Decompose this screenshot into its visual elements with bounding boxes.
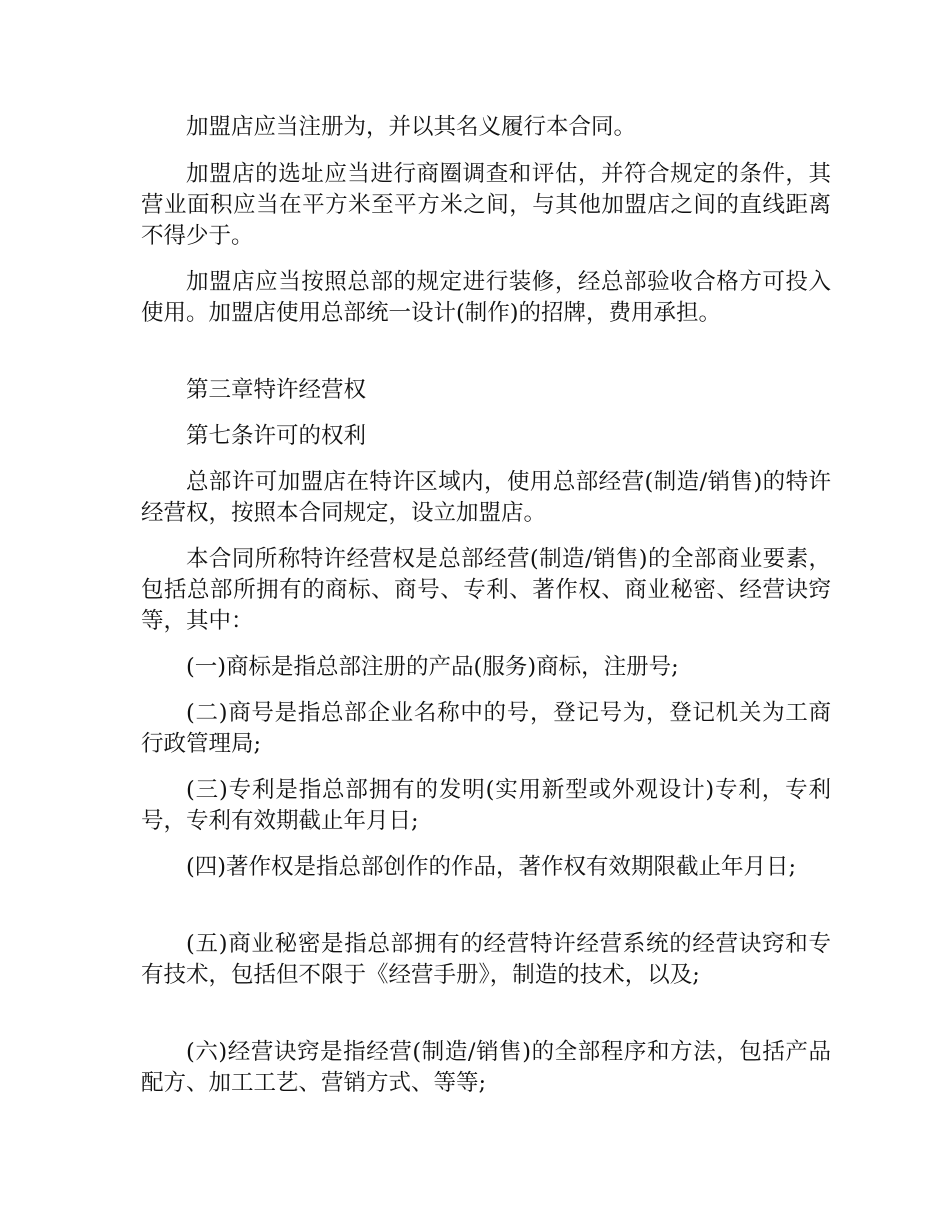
paragraph-license-grant: 总部许可加盟店在特许区域内，使用总部经营(制造/销售)的特许经营权，按照本合同规定，设立加盟店。	[141, 469, 831, 526]
paragraph-decoration: 加盟店应当按照总部的规定进行装修，经总部验收合格方可投入使用。加盟店使用总部统一设计(制作)的招牌，费用承担。	[141, 269, 831, 326]
paragraph-franchise-definition: 本合同所称特许经营权是总部经营(制造/销售)的全部商业要素，包括总部所拥有的商标、商号、专利、著作权、商业秘密、经营诀窍等，其中：	[141, 546, 831, 634]
paragraph-item-trade-name: (二)商号是指总部企业名称中的号，登记号为，登记机关为工商行政管理局;	[141, 700, 831, 757]
paragraph-registration: 加盟店应当注册为，并以其名义履行本合同。	[186, 114, 637, 140]
paragraph-item-patent: (三)专利是指总部拥有的发明(实用新型或外观设计)专利，专利号，专利有效期截止年月日;	[141, 777, 831, 834]
article-heading: 第七条许可的权利	[186, 423, 367, 449]
chapter-heading: 第三章特许经营权	[186, 377, 367, 403]
paragraph-item-trademark: (一)商标是指总部注册的产品(服务)商标，注册号;	[186, 654, 679, 680]
paragraph-item-know-how: (六)经营诀窍是指经营(制造/销售)的全部程序和方法，包括产品配方、加工工艺、营销方式、等等;	[141, 1039, 831, 1096]
paragraph-site-selection: 加盟店的选址应当进行商圈调查和评估，并符合规定的条件，其营业面积应当在平方米至平方米之间，与其他加盟店之间的直线距离不得少于。	[141, 161, 831, 249]
paragraph-item-trade-secret: (五)商业秘密是指总部拥有的经营特许经营系统的经营诀窍和专有技术，包括但不限于《经营手册》，制造的技术，以及;	[141, 931, 831, 988]
paragraph-item-copyright: (四)著作权是指总部创作的作品，著作权有效期限截止年月日;	[186, 854, 797, 880]
